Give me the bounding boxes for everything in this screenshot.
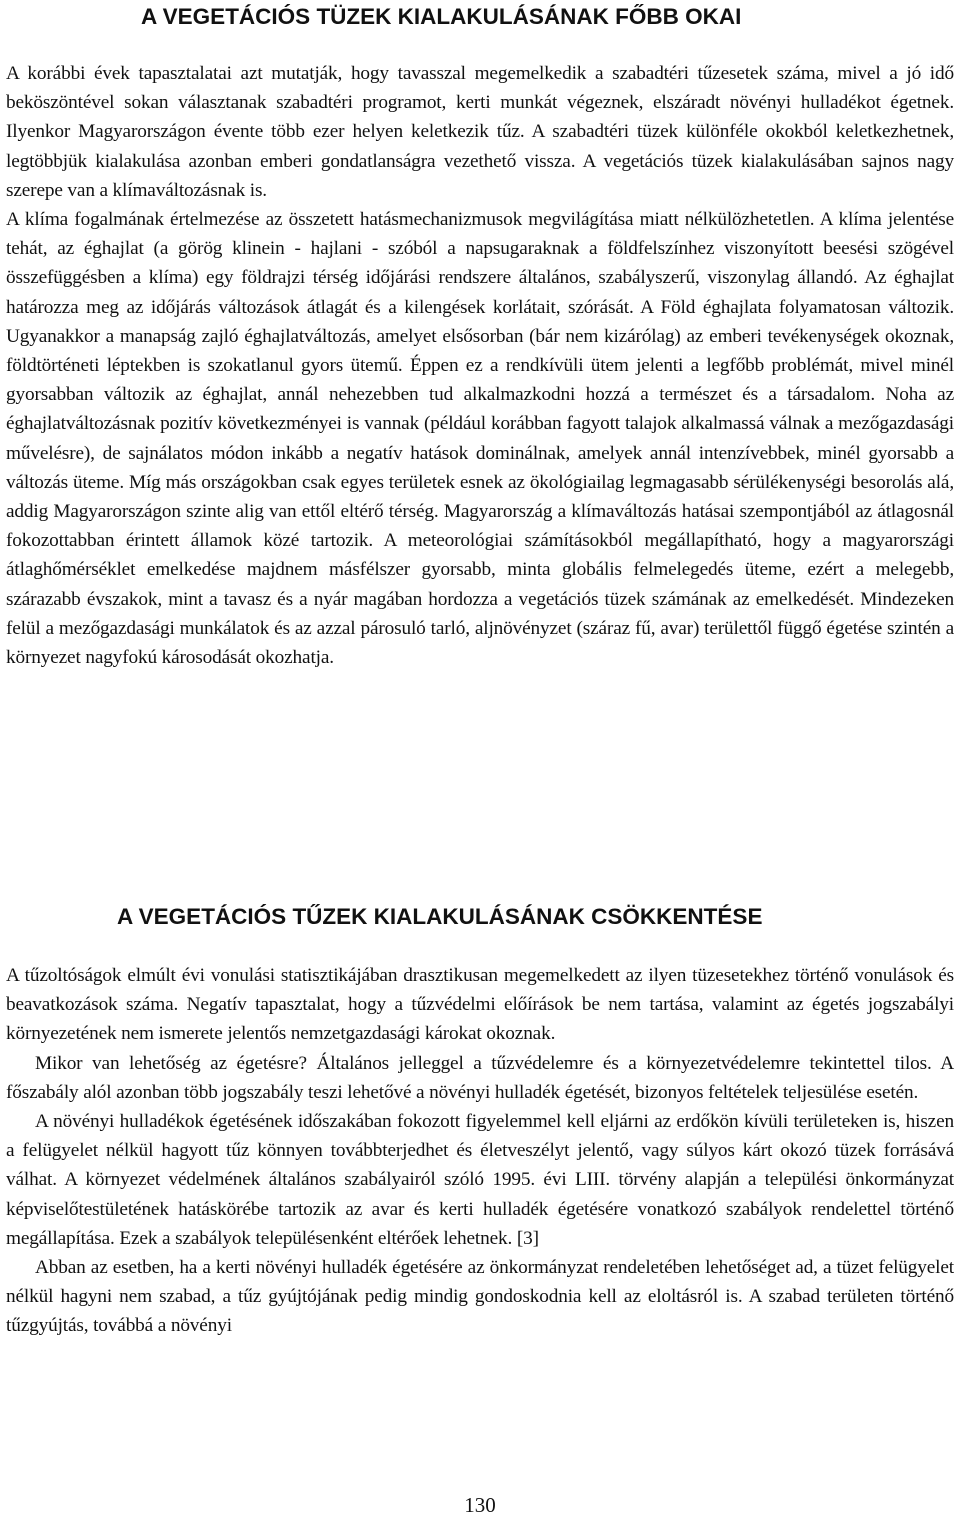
- section-body-reduction: [6, 961, 954, 1341]
- section-heading-causes: A VEGETÁCIÓS TÜZEK KIALAKULÁSÁNAK FŐBB OKAI: [141, 4, 742, 29]
- paragraph: A tűzoltóságok elmúlt évi vonulási statisztikájában drasztikusan megemelkedett az ilyen tüzesetekhez történő vonulások és beavatkozások száma. Negatív tapasztalat, hogy a tűzvédelmi előírások be nem tartása, valamint az égetés jogszabályi környezetének nem ismerete jelentős nemzetgazdasági károkat okoznak.: [6, 965, 954, 1045]
- paragraph: A korábbi évek tapasztalatai azt mutatják, hogy tavasszal megemelkedik a szabadtéri tűzesetek száma, mivel a jó idő beköszöntével sokan választanak szabadtéri programot, kerti munkát végeznek, elszáradt növényi hulladékot égetnek. Ilyenkor Magyarországon évente több ezer helyen keletkezik tűz. A szabadtéri tüzek különféle okokból keletkezhetnek, legtöbbjük kialakulása azonban emberi gondatlanságra vezethető vissza. A vegetációs tüzek kialakulásában sajnos nagy szerepe van a klímaváltozásnak is.: [6, 63, 954, 201]
- paragraph: A klíma fogalmának értelmezése az összetett hatásmechanizmusok megvilágítása miatt nélkülözhetetlen. A klíma jelentése tehát, az éghajlat (a görög klinein - hajlani - szóból a napsugaraknak a földfelszínhez viszonyított beesési szögével összefüggésben a klíma) egy földrajzi térség időjárási rendszere általános, szabályszerű, viszonylag állandó. Az éghajlat határozza meg az időjárás változások átlagát és a kilengések korlátait, szórását. A Föld éghajlata folyamatosan változik. Ugyanakkor a manapság zajló éghajlatváltozás, amelyet elsősorban (bár nem kizárólag) az emberi tevékenységek okoznak, földtörténeti léptekben is szokatlanul gyors ütemű. Éppen ez a rendkívüli ütem jelenti a legfőbb problémát, mivel minél gyorsabban változik az éghajlat, annál nehezebben tud alkalmazkodni hozzá a természet és a társadalom. Noha az éghajlatváltozásnak pozitív következményei is vannak (például korábban fagyott talajok alkalmassá válnak a mezőgazdasági művelésre), de sajnálatos módon inkább a negatív hatások dominálnak, amelyek annál intenzívebbek, minél gyorsabb a változás üteme. Míg más országokban csak egyes területek esnek az ökológiailag legmagasabb sérülékenységi besorolás alá, addig Magyarországon szinte alig van ettől eltérő térség. Magyarország a klímaváltozás hatásai szempontjából az átlagosnál fokozottabban érintett államok közé tartozik. A meteorológiai számításokból megállapítható, hogy a magyarországi átlaghőmérséklet emelkedése majdnem másfélszer gyorsabb, minta globális felmelegedés üteme, ezért a melegebb, szárazabb évszakok, mint a tavasz és a nyár magában hordozza a vegetációs tüzek számának az emelkedését. Mindezeken felül a mezőgazdasági munkálatok és az azzal párosuló tarló, aljnövényzet (száraz fű, avar) területtől függő égetése szintén a környezet nagyfokú károsodását okozhatja.: [6, 209, 954, 669]
- page-number: 130: [464, 1493, 496, 1517]
- section-body-causes: [6, 59, 954, 672]
- section-heading-reduction: A VEGETÁCIÓS TŰZEK KIALAKULÁSÁNAK CSÖKKENTÉSE: [117, 904, 763, 929]
- paragraph: A növényi hulladékok égetésének időszakában fokozott figyelemmel kell eljárni az erdőkön kívüli területeken is, hiszen a felügyelet nélkül hagyott tűz könnyen továbbterjedhet és életveszélyt jelentő, vagy súlyos kárt okozó tüzek forrásává válhat. A környezet védelmének általános szabályairól szóló 1995. évi LIII. törvény alapján a települési önkormányzat képviselőtestületének hatáskörébe tartozik az avar és kerti hulladék égetésére vonatkozó szabályok rendelettel történő megállapítása. Ezek a szabályok településenként eltérőek lehetnek. [3]: [6, 1111, 954, 1249]
- paragraph: Mikor van lehetőség az égetésre? Általános jelleggel a tűzvédelemre és a környezetvédelemre tekintettel tilos. A főszabály alól azonban több jogszabály teszi lehetővé a növényi hulladék égetését, bizonyos feltételek teljesülése esetén.: [6, 1052, 954, 1103]
- paragraph: Abban az esetben, ha a kerti növényi hulladék égetésére az önkormányzat rendeletében lehetőséget ad, a tüzet felügyelet nélkül hagyni nem szabad, a tűz gyújtójának pedig mindig gondoskodnia kell az eloltásról is. A szabad területen történő tűzgyújtás, továbbá a növényi: [6, 1257, 954, 1337]
